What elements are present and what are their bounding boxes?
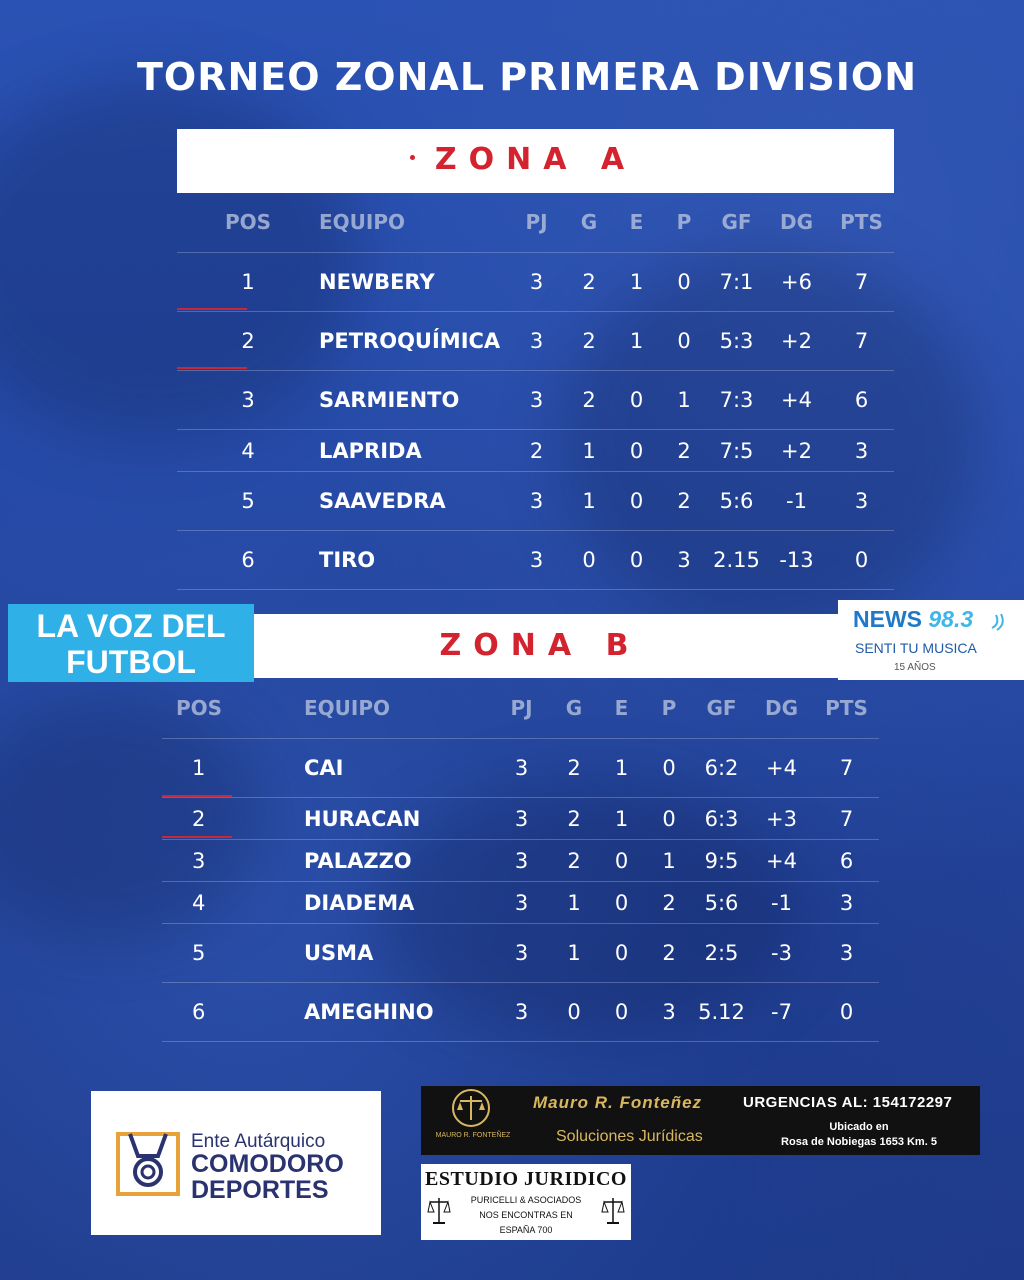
header-gf: GF	[694, 678, 749, 739]
cell-p: 1	[644, 840, 694, 882]
cell-pos: 3	[162, 840, 304, 882]
cell-dg: +4	[764, 371, 829, 430]
cell-pos: 1	[162, 739, 304, 798]
cell-dg: +2	[764, 312, 829, 371]
cell-pos: 2	[177, 312, 319, 371]
cell-dg: +3	[749, 798, 814, 840]
cell-p: 2	[644, 882, 694, 924]
zona-a-header: ZONA A	[177, 129, 894, 193]
estudio-juridico-logo	[421, 1164, 631, 1240]
cell-p: 0	[659, 312, 709, 371]
cell-dg: -7	[749, 983, 814, 1042]
header-pts: PTS	[829, 192, 894, 253]
divider-accent	[162, 836, 232, 838]
comodoro-deportes-logo	[91, 1091, 381, 1235]
ente-line1: Ente Autárquico	[191, 1131, 326, 1152]
cell-pj: 3	[494, 798, 549, 840]
table-row	[162, 840, 879, 882]
mauro-ubicado: Ubicado en	[829, 1121, 889, 1133]
estudio-line3: ESPAÑA 700	[499, 1225, 553, 1235]
cell-pj: 3	[494, 924, 549, 983]
cell-team: HURACAN	[304, 798, 494, 840]
estudio-line1: PURICELLI & ASOCIADOS	[470, 1195, 582, 1205]
cell-pts: 3	[814, 882, 879, 924]
cell-team: SARMIENTO	[319, 371, 509, 430]
header-pj: PJ	[494, 678, 549, 739]
cell-pts: 7	[829, 253, 894, 312]
cell-gf: 5:6	[709, 472, 764, 531]
cell-pos: 6	[177, 531, 319, 590]
cell-dg: +4	[749, 739, 814, 798]
cell-team: LAPRIDA	[319, 430, 509, 472]
mauro-fontenez-banner	[421, 1086, 980, 1155]
cell-pts: 7	[814, 739, 879, 798]
cell-team: DIADEMA	[304, 882, 494, 924]
table-header-row	[162, 678, 879, 739]
cell-gf: 5:3	[709, 312, 764, 371]
table-row	[177, 430, 894, 472]
cell-p: 2	[659, 472, 709, 531]
cell-pts: 6	[814, 840, 879, 882]
cell-gf: 7:3	[709, 371, 764, 430]
cell-g: 1	[549, 924, 599, 983]
cell-gf: 2:5	[694, 924, 749, 983]
table-row	[162, 739, 879, 798]
cell-team: USMA	[304, 924, 494, 983]
header-e: E	[614, 192, 659, 253]
header-dg: DG	[764, 192, 829, 253]
cell-g: 2	[564, 371, 614, 430]
radio-wave-icon	[988, 612, 1008, 634]
logo-line: LA VOZ DEL	[36, 608, 226, 644]
cell-team: AMEGHINO	[304, 983, 494, 1042]
news-brand-text: NEWS	[853, 606, 922, 632]
cell-p: 2	[644, 924, 694, 983]
cell-e: 0	[599, 983, 644, 1042]
cell-gf: 2.15	[709, 531, 764, 590]
cell-g: 1	[549, 882, 599, 924]
news-brand	[853, 606, 973, 633]
cell-team: PETROQUÍMICA	[319, 312, 509, 371]
estudio-line2: NOS ENCONTRAS EN	[479, 1210, 573, 1220]
cell-dg: -13	[764, 531, 829, 590]
cell-pj: 3	[509, 531, 564, 590]
mauro-address: Rosa de Nobiegas 1653 Km. 5	[781, 1136, 937, 1148]
cell-gf: 7:1	[709, 253, 764, 312]
cell-pts: 7	[829, 312, 894, 371]
justice-scale-icon	[451, 1088, 491, 1130]
zona-a-dot	[410, 155, 415, 160]
header-dg: DG	[749, 678, 814, 739]
cell-pts: 3	[829, 430, 894, 472]
cell-g: 1	[564, 430, 614, 472]
header-g: G	[564, 192, 614, 253]
cell-gf: 5.12	[694, 983, 749, 1042]
table-row	[177, 531, 894, 590]
news-years: 15 AÑOS	[894, 662, 936, 673]
cell-gf: 6:3	[694, 798, 749, 840]
header-team: EQUIPO	[304, 678, 494, 739]
cell-pj: 3	[494, 739, 549, 798]
header-g: G	[549, 678, 599, 739]
cell-e: 0	[614, 531, 659, 590]
cell-e: 0	[599, 882, 644, 924]
cell-g: 2	[549, 798, 599, 840]
cell-e: 1	[599, 798, 644, 840]
table-row	[162, 798, 879, 840]
logo-line: FUTBOL	[66, 644, 196, 680]
table-row	[162, 983, 879, 1042]
zona-b-table	[162, 678, 879, 1042]
cell-pos: 4	[162, 882, 304, 924]
cell-gf: 7:5	[709, 430, 764, 472]
cell-pj: 3	[494, 983, 549, 1042]
cell-p: 0	[659, 253, 709, 312]
cell-dg: -1	[749, 882, 814, 924]
cell-pos: 5	[177, 472, 319, 531]
la-voz-del-futbol-logo	[8, 604, 254, 682]
news-radio-logo	[838, 600, 1024, 680]
table-row	[177, 253, 894, 312]
cell-pj: 2	[509, 430, 564, 472]
cell-e: 0	[599, 924, 644, 983]
cell-g: 1	[564, 472, 614, 531]
cell-pj: 3	[494, 882, 549, 924]
cell-team: NEWBERY	[319, 253, 509, 312]
news-frequency: 98.3	[928, 606, 974, 632]
cell-pts: 3	[829, 472, 894, 531]
cell-e: 1	[599, 739, 644, 798]
cell-p: 0	[644, 798, 694, 840]
cell-p: 3	[659, 531, 709, 590]
cell-pts: 0	[814, 983, 879, 1042]
header-p: P	[659, 192, 709, 253]
news-slogan: SENTI TU MUSICA	[855, 640, 977, 656]
cell-e: 1	[614, 253, 659, 312]
cell-pos: 3	[177, 371, 319, 430]
page-title: TORNEO ZONAL PRIMERA DIVISION	[136, 55, 918, 99]
header-gf: GF	[709, 192, 764, 253]
cell-pts: 0	[829, 531, 894, 590]
cell-p: 3	[644, 983, 694, 1042]
cell-dg: +2	[764, 430, 829, 472]
cell-p: 0	[644, 739, 694, 798]
cell-gf: 5:6	[694, 882, 749, 924]
divider-accent	[162, 795, 232, 797]
estudio-title: ESTUDIO JURIDICO	[425, 1168, 627, 1190]
cell-g: 0	[564, 531, 614, 590]
cell-pos: 4	[177, 430, 319, 472]
cell-pj: 3	[509, 253, 564, 312]
cell-e: 0	[614, 472, 659, 531]
cell-team: CAI	[304, 739, 494, 798]
cell-dg: +4	[749, 840, 814, 882]
mauro-urgencias: URGENCIAS AL: 154172297	[743, 1094, 953, 1111]
zona-b-header: ZONA B	[230, 614, 850, 678]
divider-accent	[177, 367, 247, 369]
mauro-name: Mauro R. Fonteñez	[533, 1093, 703, 1112]
divider-accent	[177, 308, 247, 310]
cell-dg: -3	[749, 924, 814, 983]
header-pts: PTS	[814, 678, 879, 739]
ente-line3: DEPORTES	[191, 1176, 329, 1204]
medal-icon	[116, 1132, 180, 1196]
cell-dg: +6	[764, 253, 829, 312]
cell-pj: 3	[494, 840, 549, 882]
table-row	[162, 924, 879, 983]
cell-pj: 3	[509, 371, 564, 430]
cell-pos: 2	[162, 798, 304, 840]
cell-pos: 1	[177, 253, 319, 312]
mauro-tagline: Soluciones Jurídicas	[556, 1128, 703, 1145]
header-e: E	[599, 678, 644, 739]
table-row	[177, 371, 894, 430]
cell-pj: 3	[509, 472, 564, 531]
cell-gf: 6:2	[694, 739, 749, 798]
cell-pos: 6	[162, 983, 304, 1042]
cell-pts: 6	[829, 371, 894, 430]
cell-p: 2	[659, 430, 709, 472]
cell-g: 2	[549, 840, 599, 882]
cell-g: 2	[549, 739, 599, 798]
cell-pos: 5	[162, 924, 304, 983]
mauro-emblem-text: MAURO R. FONTEÑEZ	[435, 1132, 511, 1139]
header-p: P	[644, 678, 694, 739]
cell-g: 2	[564, 312, 614, 371]
cell-e: 0	[614, 371, 659, 430]
cell-dg: -1	[764, 472, 829, 531]
mauro-location	[743, 1120, 975, 1150]
cell-team: SAAVEDRA	[319, 472, 509, 531]
ente-line2: COMODORO	[191, 1150, 344, 1178]
cell-e: 0	[599, 840, 644, 882]
cell-p: 1	[659, 371, 709, 430]
cell-gf: 9:5	[694, 840, 749, 882]
table-row	[177, 312, 894, 371]
cell-g: 2	[564, 253, 614, 312]
header-pj: PJ	[509, 192, 564, 253]
table-row	[177, 472, 894, 531]
header-team: EQUIPO	[319, 192, 509, 253]
cell-team: PALAZZO	[304, 840, 494, 882]
cell-g: 0	[549, 983, 599, 1042]
cell-e: 1	[614, 312, 659, 371]
zona-a-table	[177, 192, 894, 590]
cell-pj: 3	[509, 312, 564, 371]
header-pos: POS	[162, 678, 304, 739]
ente-name	[191, 1151, 344, 1203]
cell-pts: 7	[814, 798, 879, 840]
cell-pts: 3	[814, 924, 879, 983]
cell-e: 0	[614, 430, 659, 472]
cell-team: TIRO	[319, 531, 509, 590]
header-pos: POS	[177, 192, 319, 253]
table-header-row	[177, 192, 894, 253]
table-row	[162, 882, 879, 924]
